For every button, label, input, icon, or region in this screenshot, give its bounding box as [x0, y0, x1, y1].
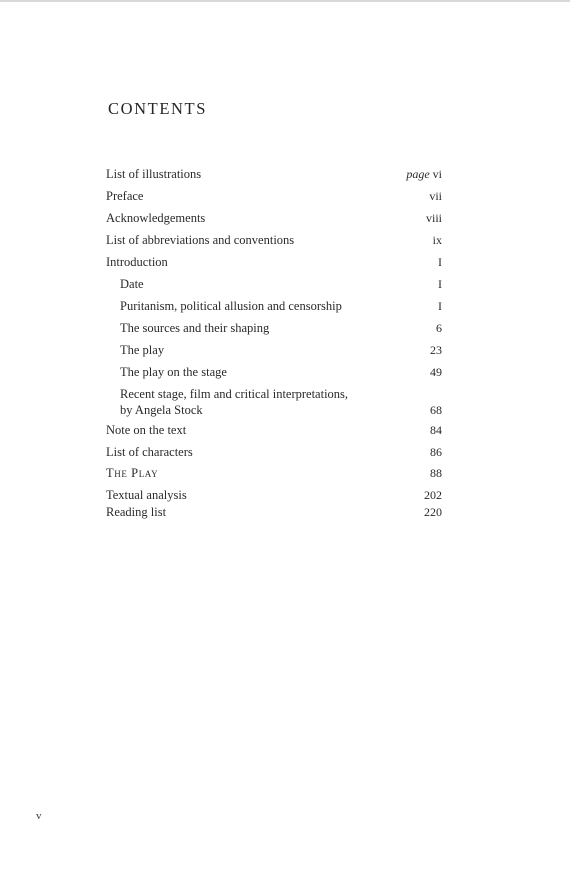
- toc-entry-page: [433, 232, 442, 248]
- toc-entry: [106, 188, 442, 204]
- toc-entry: [106, 364, 442, 380]
- table-of-contents: [106, 166, 442, 520]
- toc-entry-title: The play on the stage: [120, 365, 227, 379]
- toc-entry: [106, 487, 442, 503]
- page-number-value: 68: [430, 403, 442, 417]
- toc-entry-title: Preface: [106, 189, 144, 203]
- page-number-value: vii: [429, 189, 442, 203]
- toc-entry-page: [438, 298, 442, 314]
- toc-entry: [106, 210, 442, 226]
- page-number-value: I: [438, 255, 442, 269]
- toc-entry-page: [424, 504, 442, 520]
- toc-entry: [106, 298, 442, 314]
- toc-entry-title: Recent stage, film and critical interpretations, by Angela Stock: [120, 387, 349, 417]
- page-prefix-label: page: [406, 167, 430, 181]
- page-number-value: 49: [430, 365, 442, 379]
- toc-entry: [106, 254, 442, 270]
- toc-entry-title: The sources and their shaping: [120, 321, 270, 335]
- page-number-value: 202: [424, 488, 442, 502]
- page-number-value: 88: [430, 466, 442, 480]
- toc-entry: [106, 320, 442, 336]
- page-number-value: vi: [432, 167, 442, 181]
- toc-entry-title: The Play: [106, 466, 159, 480]
- page-number: v: [36, 810, 42, 822]
- toc-entry-title: List of abbreviations and conventions: [106, 233, 295, 247]
- toc-entry-page: [438, 276, 442, 292]
- toc-entry-page: [426, 210, 442, 226]
- toc-entry-title: List of characters: [106, 445, 193, 459]
- toc-entry-title: The play: [120, 343, 165, 357]
- page-number-value: 23: [430, 343, 442, 357]
- toc-entry-title: Puritanism, political allusion and censorship: [120, 299, 342, 313]
- toc-entry: [106, 232, 442, 248]
- toc-entry-title: Note on the text: [106, 423, 187, 437]
- toc-entry-title: Introduction: [106, 255, 168, 269]
- toc-entry-title: Acknowledgements: [106, 211, 206, 225]
- page-number-value: 86: [430, 445, 442, 459]
- toc-entry-title: Textual analysis: [106, 488, 187, 502]
- toc-entry: [106, 465, 442, 481]
- toc-entry: [106, 422, 442, 438]
- toc-entry-page: [430, 364, 442, 380]
- page-number-value: viii: [425, 211, 442, 225]
- toc-entry-page: [430, 422, 442, 438]
- toc-entry-page: [438, 254, 442, 270]
- toc-entry-page: [406, 166, 442, 182]
- page-number-value: 6: [436, 321, 442, 335]
- page-top-edge: [0, 0, 570, 2]
- toc-entry-page: [436, 320, 442, 336]
- toc-entry-page: [430, 465, 442, 481]
- page-number-value: I: [438, 277, 442, 291]
- toc-entry-title: Date: [120, 277, 144, 291]
- page-number-value: 220: [424, 505, 442, 519]
- toc-entry: [106, 444, 442, 460]
- toc-entry-page: [430, 342, 442, 358]
- page-number-value: I: [438, 299, 442, 313]
- toc-entry-title: List of illustrations: [106, 167, 202, 181]
- toc-entry: [106, 504, 442, 520]
- toc-entry-page: [424, 487, 442, 503]
- toc-entry: [106, 166, 442, 182]
- toc-entry: [106, 276, 442, 292]
- page-number-value: ix: [432, 233, 442, 247]
- toc-entry-page: [430, 444, 442, 460]
- toc-entry: [106, 386, 442, 418]
- toc-entry: [106, 342, 442, 358]
- toc-entry-title: Reading list: [106, 505, 167, 519]
- contents-heading: CONTENTS: [108, 99, 207, 118]
- page-number-value: 84: [430, 423, 442, 437]
- toc-entry-page: [429, 188, 442, 204]
- toc-entry-page: [430, 402, 442, 418]
